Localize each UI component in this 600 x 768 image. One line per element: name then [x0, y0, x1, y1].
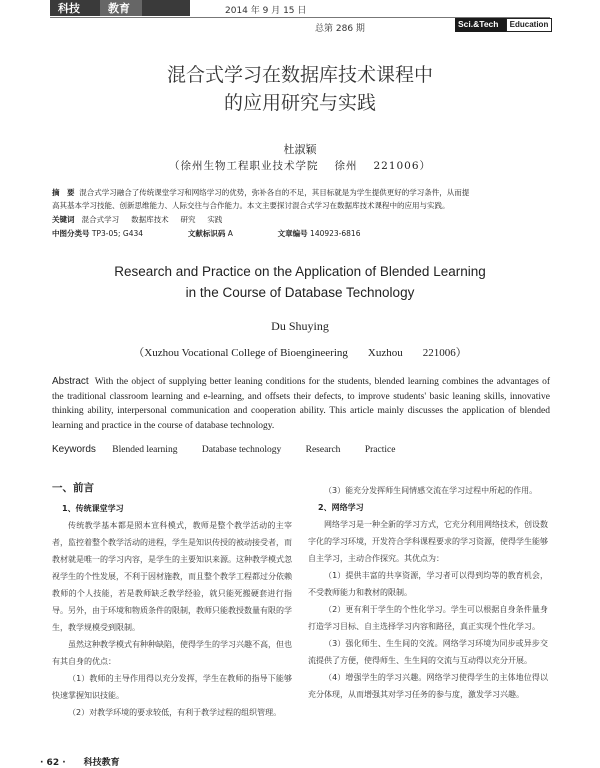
keywords-cn [52, 213, 222, 226]
paragraph: （3）能充分发挥师生间情感交流在学习过程中所起的作用。 [324, 486, 538, 495]
header-date: 2014 年 9 月 15 日 [225, 6, 307, 16]
clc-value: TP3-05; G434 [91, 229, 144, 238]
abstract-en-text: With the object of supplying better leaning conditions for the students, blended learning combines the advantages of the traditional classroom learning and e-learning, and offsets their defects, to improve students' basic leaning skills, innovative thinking ability, interpersonal communication and cooperation ability. This article mainly discusses the application of blended learning and practice in the course of database technology. [52, 377, 550, 431]
title-en-line-2: in the Course of Database Technology [185, 285, 415, 300]
paragraph: （2）对教学环境的要求较低，有利于教学过程的组织管理。 [68, 708, 282, 717]
header-tab-science: 科技 [58, 2, 80, 15]
paragraph: （1）教师的主导作用得以充分发挥，学生在教师的指导下能够快速掌握知识技能。 [52, 674, 292, 700]
journal-brand-education [506, 18, 552, 32]
subsection-heading-traditional: 1、传统课堂学习 [62, 504, 124, 513]
article-no-value: 140923-6816 [310, 229, 361, 238]
body-left-column [52, 480, 292, 721]
author-cn: 杜淑颖 [283, 143, 317, 156]
affiliation-cn-zip: 221006） [373, 160, 432, 172]
paragraph: 传统教学基本都是照本宣科模式，教师是整个教学活动的主宰者，监控着整个教学活动的进程，学生是知识传授的被动接受者，而教材就是唯一的学习内容，是学生的主要知识来源。这种教学模式忽视学生的个性发展，不利于因材施教，而且整个教学工程都过分依赖教师的个人技能，若是教师缺乏教学经验，就只能死搬硬套进行指导。另外，由于环境和物质条件的限制，教师只能教授数量有限的学生，教学规模受到限制。 [52, 521, 292, 632]
keywords-cn-item: 研究 [180, 215, 196, 224]
abstract-cn-line-2: 高其基本学习技能、创新思维能力、人际交往与合作能力。本文主要探讨混合式学习在数据库技术课程中的应用与实践。 [52, 201, 450, 210]
affiliation-cn-city: 徐州 [334, 160, 358, 172]
keywords-cn-label: 关键词 [52, 215, 75, 224]
abstract-cn [52, 186, 550, 212]
paragraph: （3）强化师生、生生间的交流。网络学习环境为同步或异步交流提供了方便，使得师生、生生间的交流与互动得以充分开展。 [308, 639, 548, 665]
keywords-en [52, 444, 417, 455]
doc-code-value: A [227, 229, 233, 238]
keywords-cn-item: 实践 [207, 215, 223, 224]
affiliation-en-org: （Xuzhou Vocational College of Bioengineering [133, 347, 348, 359]
journal-brand-education-label: Education [509, 20, 549, 29]
abstract-cn-label: 摘 要 [52, 188, 75, 197]
paragraph: 网络学习是一种全新的学习方式，它充分利用网络技术，创设数字化的学习环境，开发符合学科课程要求的学习资源，使得学生能够自主学习，主动合作探究。其优点为： [308, 520, 548, 563]
body-right-column [308, 482, 548, 703]
affiliation-en-zip: 221006） [422, 347, 467, 359]
title-en-line-1: Research and Practice on the Application of Blended Learning [114, 264, 486, 279]
title-cn-line-2: 的应用研究与实践 [223, 92, 376, 114]
paragraph: 虽然这种教学模式有种种缺陷，使得学生的学习兴趣不高，但也有其自身的优点： [52, 640, 292, 666]
keywords-cn-item: 数据库技术 [131, 215, 169, 224]
author-en: Du Shuying [271, 319, 329, 333]
abstract-en-label: Abstract [52, 376, 89, 387]
paragraph: （2）更有利于学生的个性化学习。学生可以根据自身条件量身打造学习目标、自主选择学习内容和路径，真正实现个性化学习。 [308, 605, 548, 631]
page-footer: · 62 · 科技教育 [40, 758, 120, 768]
article-no-label: 文章编号 [277, 229, 308, 238]
clc-label: 中图分类号 [52, 229, 90, 238]
affiliation-en-city: Xuzhou [367, 347, 403, 359]
paragraph: （1）提供丰富的共享资源，学习者可以得到均等的教育机会，不受教师能力和教材的限制。 [308, 571, 548, 597]
section-heading-intro: 一、前言 [52, 482, 94, 494]
abstract-cn-line-1: 混合式学习融合了传统课堂学习和网络学习的优势，弥补各自的不足，其目标就是为学生提供更好的学习条件，从而提 [79, 188, 470, 197]
keywords-cn-item: 混合式学习 [81, 215, 120, 224]
keywords-en-item: Database technology [201, 445, 282, 455]
title-cn-line-1: 混合式学习在数据库技术课程中 [166, 64, 433, 86]
header-tab-education: 教育 [108, 2, 130, 15]
affiliation-cn [0, 158, 600, 173]
keywords-en-label: Keywords [52, 444, 96, 455]
subsection-heading-online: 2、网络学习 [318, 503, 364, 512]
keywords-en-item: Blended learning [112, 445, 178, 455]
abstract-en [52, 375, 550, 433]
affiliation-cn-org: （徐州生物工程职业技术学院 [168, 160, 319, 172]
keywords-en-item: Research [305, 445, 341, 455]
affiliation-en [0, 344, 600, 360]
keywords-en-item: Practice [364, 445, 396, 455]
journal-brand: Sci.&Tech [458, 19, 499, 29]
classification-row [52, 227, 550, 240]
doc-code-label: 文献标识码 [187, 229, 226, 238]
header-issue: 总第 286 期 [315, 24, 365, 34]
paragraph: （4）增强学生的学习兴趣。网络学习使得学生的主体地位得以充分体现，从而增强其对学习任务的参与度，激发学习兴趣。 [308, 673, 548, 699]
